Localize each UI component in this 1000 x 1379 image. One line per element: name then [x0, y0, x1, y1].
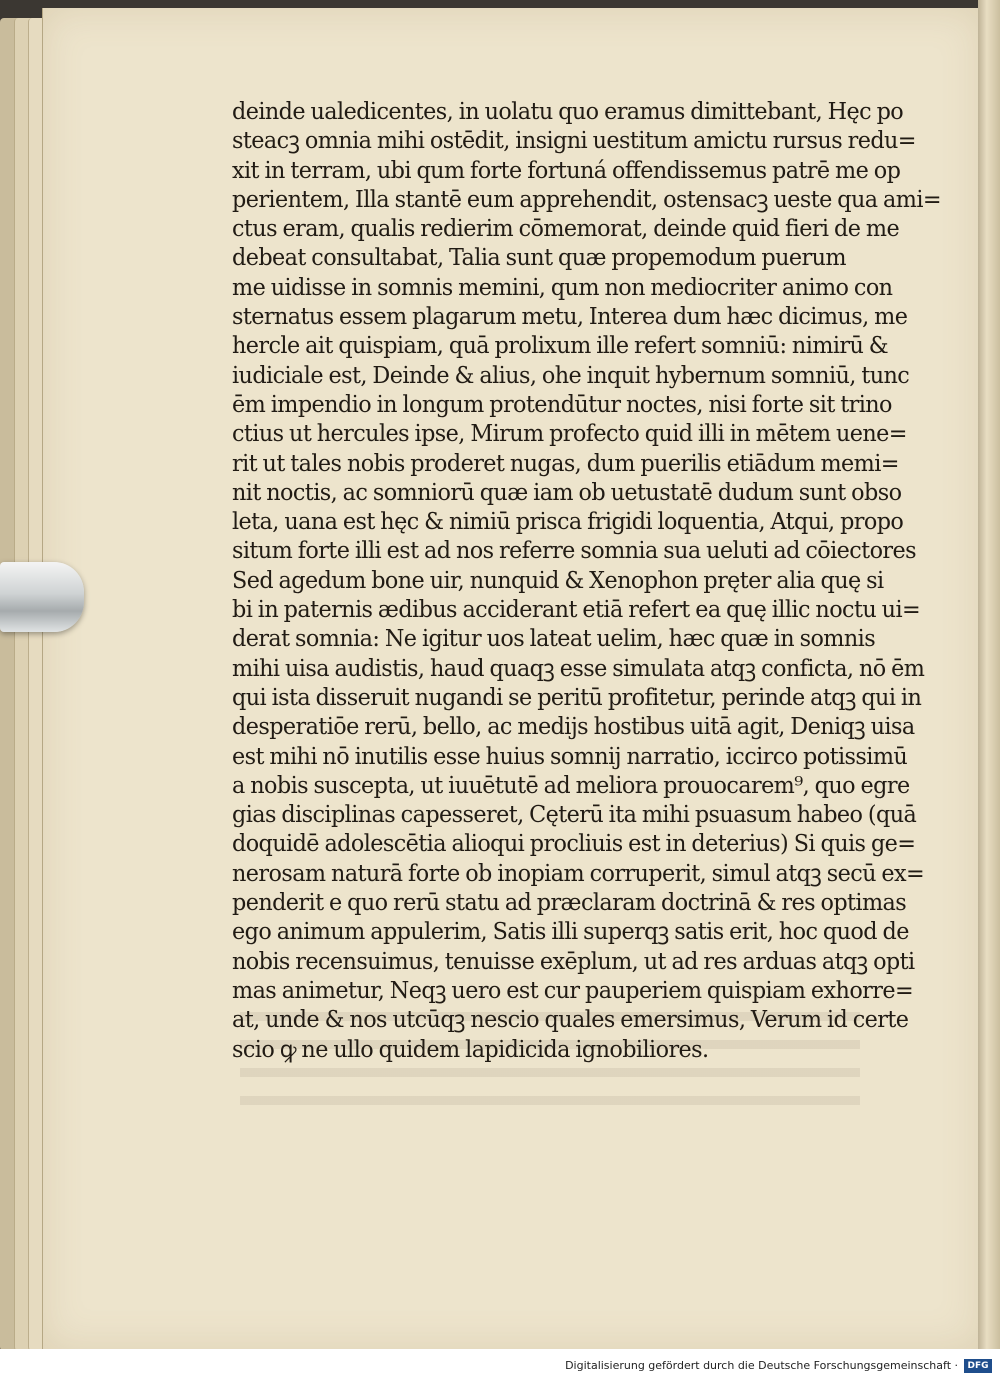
text-line: deinde ualedicentes, in uolatu quo eramus dimittebant, Hęc po — [232, 99, 904, 125]
text-line: qui ista disseruit nugandi se peritū profitetur, perinde atqꝫ qui in — [232, 684, 922, 711]
text-line: gias disciplinas capesseret, Cęterū ita mihi psuasum habeo (quā — [232, 802, 917, 829]
glass-page-weight — [0, 562, 84, 632]
text-line: ctus eram, qualis redierim cōmemorat, deinde quid fieri de me — [232, 216, 900, 243]
text-block — [232, 98, 942, 1065]
text-line: scio ꝙ ne ullo quidem lapidicida ignobiliores. — [232, 1036, 709, 1063]
text-line: debeat consultabat, Talia sunt quæ propemodum puerum — [232, 245, 846, 272]
text-line: mas animetur, Neqꝫ uero est cur pauperiem quispiam exhorre= — [232, 977, 914, 1004]
text-line: ego animum appulerim, Satis illi superqꝫ satis erit, hoc quod de — [232, 919, 909, 946]
text-line: derat somnia: Ne igitur uos lateat uelim, hæc quæ in somnis — [232, 626, 876, 653]
dfg-logo: DFG — [964, 1359, 992, 1373]
text-line: xit in terram, ubi qum forte fortuná offendissemus patrē me op — [232, 157, 901, 184]
text-line: a nobis suscepta, ut iuuētutē ad meliora prouocarem⁹, quo egre — [232, 772, 910, 799]
text-line: bi in paternis ædibus acciderant etiā refert ea quę illic noctu ui= — [232, 597, 921, 624]
text-line: steacꝫ omnia mihi ostēdit, insigni uestitum amictu rursus redu= — [232, 128, 916, 155]
text-line: ēm impendio in longum protendūtur noctes, nisi forte sit trino — [232, 391, 892, 418]
text-line: Sed agedum bone uir, nunquid & Xenophon pręter alia quę si — [232, 567, 884, 594]
text-line: ctius ut hercules ipse, Mirum profecto quid illi in mētem uene= — [232, 421, 907, 448]
text-line: iudiciale est, Deinde & alius, ohe inquit hybernum somniū, tunc — [232, 362, 910, 389]
text-line: me uidisse in somnis memini, qum non mediocriter animo con — [232, 274, 893, 301]
text-line: doquidē adolescētia alioqui procliuis est in deterius) Si quis ge= — [232, 831, 916, 858]
page-fore-edge — [978, 0, 1000, 1349]
text-line: rit ut tales nobis proderet nugas, dum puerilis etiādum memi= — [232, 450, 899, 477]
text-line: sternatus essem plagarum metu, Interea dum hæc dicimus, me — [232, 304, 908, 331]
footer-credit: Digitalisierung gefördert durch die Deutsche Forschungsgemeinschaft · — [565, 1359, 958, 1372]
text-line: nerosam naturā forte ob inopiam corruperit, simul atqꝫ secū ex= — [232, 860, 925, 887]
text-line: nobis recensuimus, tenuisse exēplum, ut ad res arduas atqꝫ opti — [232, 948, 915, 975]
text-line: hercle ait quispiam, quā prolixum ille refert somniū: nimirū & — [232, 333, 889, 360]
text-line: mihi uisa audistis, haud quaqꝫ esse simulata atqꝫ conficta, nō ēm — [232, 655, 925, 682]
text-line: situm forte illi est ad nos referre somnia sua ueluti ad cōiectores — [232, 538, 916, 565]
text-line: leta, uana est hęc & nimiū prisca frigidi loquentia, Atqui, propo — [232, 509, 904, 536]
text-line: perientem, Illa stantē eum apprehendit, ostensacꝫ ueste qua ami= — [232, 186, 942, 213]
text-line: nit noctis, ac somniorū quæ iam ob uetustatē dudum sunt obso — [232, 479, 902, 506]
footer-bar — [0, 1349, 1000, 1379]
text-line: penderit e quo rerū statu ad præclaram doctrinā & res optimas — [232, 890, 907, 917]
text-line: at, unde & nos utcūqꝫ nescio quales emersimus, Verum id certe — [232, 1007, 909, 1034]
text-line: est mihi nō inutilis esse huius somnij narratio, iccirco potissimū — [232, 743, 908, 770]
text-line: desperatiōe rerū, bello, ac medijs hostibus uitā agit, Deniqꝫ uisa — [232, 714, 915, 741]
